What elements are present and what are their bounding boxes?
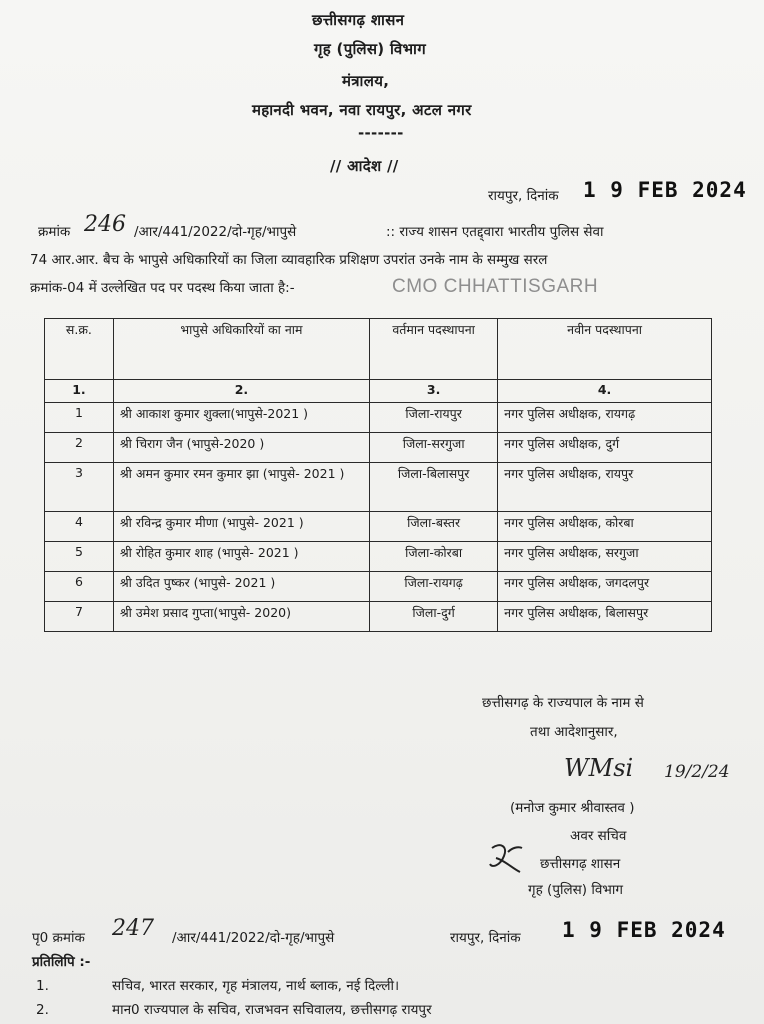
row-serial: 5 bbox=[45, 542, 114, 572]
date-label: रायपुर, दिनांक bbox=[488, 188, 559, 204]
row-new-posting: नगर पुलिस अधीक्षक, सरगुजा bbox=[498, 542, 712, 572]
row-officer-name: श्री रविन्द्र कुमार मीणा (भापुसे- 2021 ) bbox=[113, 512, 369, 542]
order-prefix: क्रमांक bbox=[38, 224, 71, 240]
endorsement-number-handwritten: 247 bbox=[112, 916, 154, 941]
posting-table bbox=[44, 318, 712, 632]
header-current-posting: वर्तमान पदस्थापना bbox=[370, 319, 498, 380]
row-current-posting: जिला-बस्तर bbox=[370, 512, 498, 542]
col-num-2: 2. bbox=[113, 380, 369, 403]
table-row bbox=[45, 602, 712, 632]
signatory-name: (मनोज कुमार श्रीवास्तव ) bbox=[510, 800, 635, 816]
copy-item-number: 1. bbox=[36, 978, 49, 994]
header-serial: स.क्र. bbox=[45, 319, 114, 380]
header-new-posting: नवीन पदस्थापना bbox=[498, 319, 712, 380]
endorsement-reference: /आर/441/2022/दो-गृह/भापुसे bbox=[172, 930, 335, 946]
row-serial: 4 bbox=[45, 512, 114, 542]
row-new-posting: नगर पुलिस अधीक्षक, रायगढ़ bbox=[498, 403, 712, 433]
row-current-posting: जिला-सरगुजा bbox=[370, 433, 498, 463]
order-text-line1: :: राज्य शासन एतद्द्वारा भारतीय पुलिस सेवा bbox=[386, 224, 604, 240]
row-officer-name: श्री उदित पुष्कर (भापुसे- 2021 ) bbox=[113, 572, 369, 602]
signature-authority-line2: तथा आदेशानुसार, bbox=[530, 724, 618, 740]
row-serial: 3 bbox=[45, 463, 114, 512]
header-officer-name: भापुसे अधिकारियों का नाम bbox=[113, 319, 369, 380]
signatory-org2: गृह (पुलिस) विभाग bbox=[528, 882, 623, 898]
row-new-posting: नगर पुलिस अधीक्षक, बिलासपुर bbox=[498, 602, 712, 632]
initials-mark-icon bbox=[486, 838, 526, 876]
handwritten-sign-date: 19/2/24 bbox=[664, 762, 730, 782]
copy-to-title: प्रतिलिपि :- bbox=[32, 954, 91, 970]
gov-name: छत्तीसगढ़ शासन bbox=[312, 11, 405, 29]
order-number-handwritten: 246 bbox=[84, 212, 126, 237]
signatory-org1: छत्तीसगढ़ शासन bbox=[540, 856, 621, 872]
row-serial: 6 bbox=[45, 572, 114, 602]
table-header-row bbox=[45, 319, 712, 380]
table-row bbox=[45, 512, 712, 542]
column-number-row bbox=[45, 380, 712, 403]
ministry-name: मंत्रालय, bbox=[342, 72, 390, 90]
row-new-posting: नगर पुलिस अधीक्षक, जगदलपुर bbox=[498, 572, 712, 602]
order-text-line3: क्रमांक-04 में उल्लेखित पद पर पदस्थ किया जाता है:- bbox=[30, 280, 295, 296]
order-title: // आदेश // bbox=[330, 157, 399, 175]
row-officer-name: श्री उमेश प्रसाद गुप्ता(भापुसे- 2020) bbox=[113, 602, 369, 632]
row-current-posting: जिला-रायपुर bbox=[370, 403, 498, 433]
row-current-posting: जिला-बिलासपुर bbox=[370, 463, 498, 512]
row-officer-name: श्री आकाश कुमार शुक्ला(भापुसे-2021 ) bbox=[113, 403, 369, 433]
row-current-posting: जिला-कोरबा bbox=[370, 542, 498, 572]
address-line: महानदी भवन, नवा रायपुर, अटल नगर bbox=[252, 101, 472, 119]
endorsement-date-stamp: 1 9 FEB 2024 bbox=[562, 918, 726, 942]
row-new-posting: नगर पुलिस अधीक्षक, कोरबा bbox=[498, 512, 712, 542]
row-officer-name: श्री रोहित कुमार शाह (भापुसे- 2021 ) bbox=[113, 542, 369, 572]
table-row bbox=[45, 433, 712, 463]
endorsement-prefix: पृ0 क्रमांक bbox=[32, 930, 85, 946]
handwritten-signature: WMsi bbox=[564, 754, 634, 782]
department-name: गृह (पुलिस) विभाग bbox=[314, 40, 426, 58]
copy-item-text: मान0 राज्यपाल के सचिव, राजभवन सचिवालय, छत्तीसगढ़ रायपुर bbox=[112, 1002, 432, 1018]
order-reference: /आर/441/2022/दो-गृह/भापुसे bbox=[134, 224, 297, 240]
date-stamp: 1 9 FEB 2024 bbox=[583, 178, 747, 202]
table-row bbox=[45, 403, 712, 433]
order-text-line2: 74 आर.आर. बैच के भापुसे अधिकारियों का जिला व्यावहारिक प्रशिक्षण उपरांत उनके नाम के सम्मुख सरल bbox=[30, 252, 548, 268]
signatory-designation: अवर सचिव bbox=[570, 828, 627, 844]
row-serial: 1 bbox=[45, 403, 114, 433]
copy-item-number: 2. bbox=[36, 1002, 49, 1018]
row-new-posting: नगर पुलिस अधीक्षक, दुर्ग bbox=[498, 433, 712, 463]
row-serial: 2 bbox=[45, 433, 114, 463]
signature-authority-line1: छत्तीसगढ़ के राज्यपाल के नाम से bbox=[482, 695, 644, 711]
col-num-3: 3. bbox=[370, 380, 498, 403]
header-divider: ------- bbox=[358, 124, 404, 142]
row-current-posting: जिला-दुर्ग bbox=[370, 602, 498, 632]
row-serial: 7 bbox=[45, 602, 114, 632]
col-num-1: 1. bbox=[45, 380, 114, 403]
row-current-posting: जिला-रायगढ़ bbox=[370, 572, 498, 602]
row-new-posting: नगर पुलिस अधीक्षक, रायपुर bbox=[498, 463, 712, 512]
endorsement-date-label: रायपुर, दिनांक bbox=[450, 930, 521, 946]
row-officer-name: श्री चिराग जैन (भापुसे-2020 ) bbox=[113, 433, 369, 463]
col-num-4: 4. bbox=[498, 380, 712, 403]
table-row bbox=[45, 572, 712, 602]
table-row bbox=[45, 463, 712, 512]
copy-item-text: सचिव, भारत सरकार, गृह मंत्रालय, नार्थ ब्लाक, नई दिल्ली। bbox=[112, 978, 400, 994]
row-officer-name: श्री अमन कुमार रमन कुमार झा (भापुसे- 2021 ) bbox=[113, 463, 369, 512]
table-row bbox=[45, 542, 712, 572]
watermark-text: CMO CHHATTISGARH bbox=[392, 276, 599, 297]
